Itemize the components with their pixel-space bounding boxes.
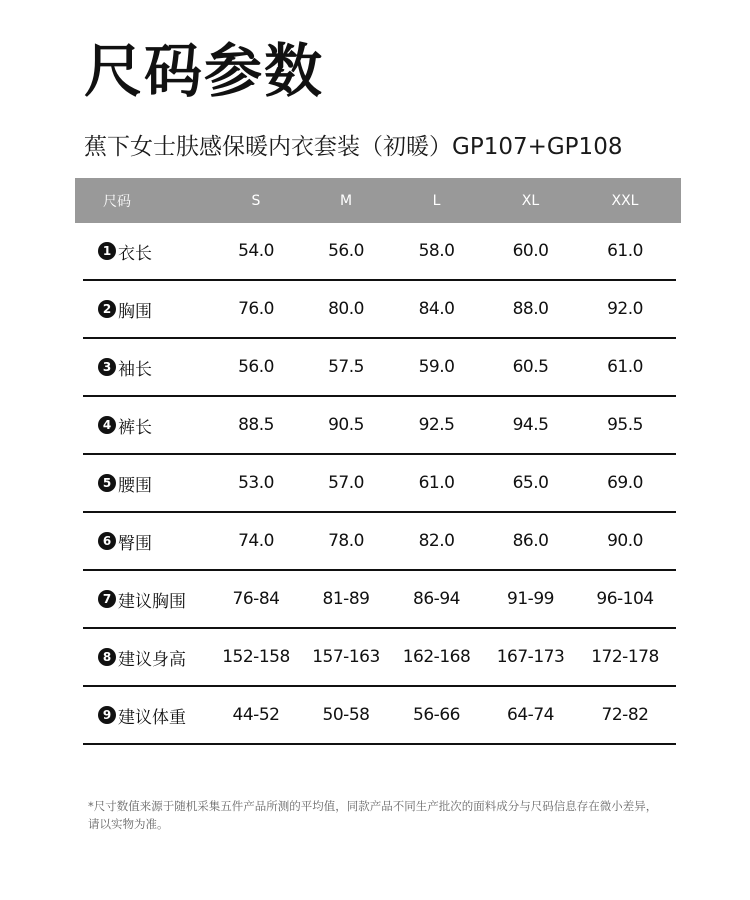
table-cell: 50-58	[322, 705, 370, 725]
row-label-text: 胸围	[118, 301, 152, 322]
table-cell: 54.0	[238, 241, 274, 261]
product-subtitle: 蕉下女士肤感保暖内衣套装（初暖）GP107+GP108	[84, 134, 623, 160]
table-row	[83, 687, 676, 745]
table-cell: 72-82	[601, 705, 649, 725]
header-size-m: M	[339, 192, 353, 209]
row-label-text: 裤长	[118, 417, 152, 438]
table-cell: 64-74	[507, 705, 554, 725]
row-label-text: 腰围	[118, 475, 152, 496]
row-label	[83, 587, 210, 612]
row-label	[83, 413, 210, 438]
table-cell: 60.5	[512, 357, 549, 377]
table-cell: 84.0	[418, 299, 455, 319]
table-cell: 57.5	[328, 357, 364, 377]
table-cell: 58.0	[418, 241, 455, 261]
table-cell: 172-178	[591, 647, 659, 667]
header-size-xxl: XXL	[611, 192, 639, 209]
header-size-xl: XL	[521, 192, 540, 209]
row-number-badge: 3	[98, 358, 116, 376]
header-size-s: S	[251, 192, 261, 209]
table-cell: 53.0	[238, 473, 274, 493]
table-cell: 157-163	[312, 647, 380, 667]
row-label-text: 臀围	[118, 533, 152, 554]
table-cell: 59.0	[418, 357, 455, 377]
row-label	[83, 471, 210, 496]
table-cell: 92.0	[607, 299, 643, 319]
row-label	[83, 703, 210, 728]
table-cell: 94.5	[512, 415, 549, 435]
table-cell: 95.5	[607, 415, 643, 435]
table-cell: 65.0	[512, 473, 549, 493]
table-cell: 80.0	[328, 299, 364, 319]
table-cell: 69.0	[607, 473, 643, 493]
table-cell: 61.0	[418, 473, 455, 493]
row-label-text: 衣长	[118, 243, 152, 264]
row-label-text: 袖长	[118, 359, 152, 380]
table-cell: 60.0	[512, 241, 549, 261]
table-cell: 81-89	[322, 589, 370, 609]
table-cell: 74.0	[238, 531, 274, 551]
row-number-badge: 9	[98, 706, 116, 724]
row-number-badge: 2	[98, 300, 116, 318]
table-row	[83, 629, 676, 687]
row-label	[83, 355, 210, 380]
header-size-l: L	[432, 192, 441, 209]
table-cell: 44-52	[232, 705, 280, 725]
table-cell: 86.0	[512, 531, 549, 551]
table-cell: 167-173	[496, 647, 565, 667]
table-cell: 90.5	[328, 415, 364, 435]
row-label-text: 建议体重	[118, 707, 186, 728]
table-cell: 76-84	[232, 589, 280, 609]
table-cell: 76.0	[238, 299, 274, 319]
row-label-text: 建议胸围	[118, 591, 186, 612]
table-cell: 88.5	[238, 415, 274, 435]
table-row	[83, 455, 676, 513]
page-title: 尺码参数	[84, 37, 325, 105]
table-row	[83, 571, 676, 629]
row-number-badge: 1	[98, 242, 116, 260]
table-row	[83, 397, 676, 455]
table-cell: 78.0	[328, 531, 364, 551]
table-cell: 56-66	[413, 705, 460, 725]
table-cell: 162-168	[402, 647, 471, 667]
size-table	[75, 178, 681, 745]
table-cell: 91-99	[507, 589, 554, 609]
table-cell: 61.0	[607, 241, 643, 261]
table-cell: 82.0	[418, 531, 455, 551]
table-cell: 57.0	[328, 473, 364, 493]
row-label	[83, 297, 210, 322]
row-number-badge: 4	[98, 416, 116, 434]
table-cell: 90.0	[607, 531, 643, 551]
table-cell: 56.0	[238, 357, 274, 377]
table-row	[83, 513, 676, 571]
table-cell: 56.0	[328, 241, 364, 261]
row-number-badge: 8	[98, 648, 116, 666]
table-row	[83, 339, 676, 397]
row-label	[83, 239, 210, 264]
table-cell: 86-94	[413, 589, 460, 609]
table-cell: 92.5	[418, 415, 455, 435]
table-row	[83, 223, 676, 281]
footnote: *尺寸数值来源于随机采集五件产品所测的平均值，同款产品不同生产批次的面料成分与尺码信息存在微小差异，请以实物为准。	[88, 799, 658, 831]
header-size-label: 尺码	[103, 193, 131, 210]
row-number-badge: 6	[98, 532, 116, 550]
table-cell: 61.0	[607, 357, 643, 377]
row-number-badge: 7	[98, 590, 116, 608]
size-table-header	[75, 178, 681, 223]
table-cell: 96-104	[596, 589, 654, 609]
table-cell: 88.0	[512, 299, 549, 319]
row-label-text: 建议身高	[118, 649, 186, 670]
row-label	[83, 645, 210, 670]
table-cell: 152-158	[222, 647, 290, 667]
row-label	[83, 529, 210, 554]
table-row	[83, 281, 676, 339]
row-number-badge: 5	[98, 474, 116, 492]
